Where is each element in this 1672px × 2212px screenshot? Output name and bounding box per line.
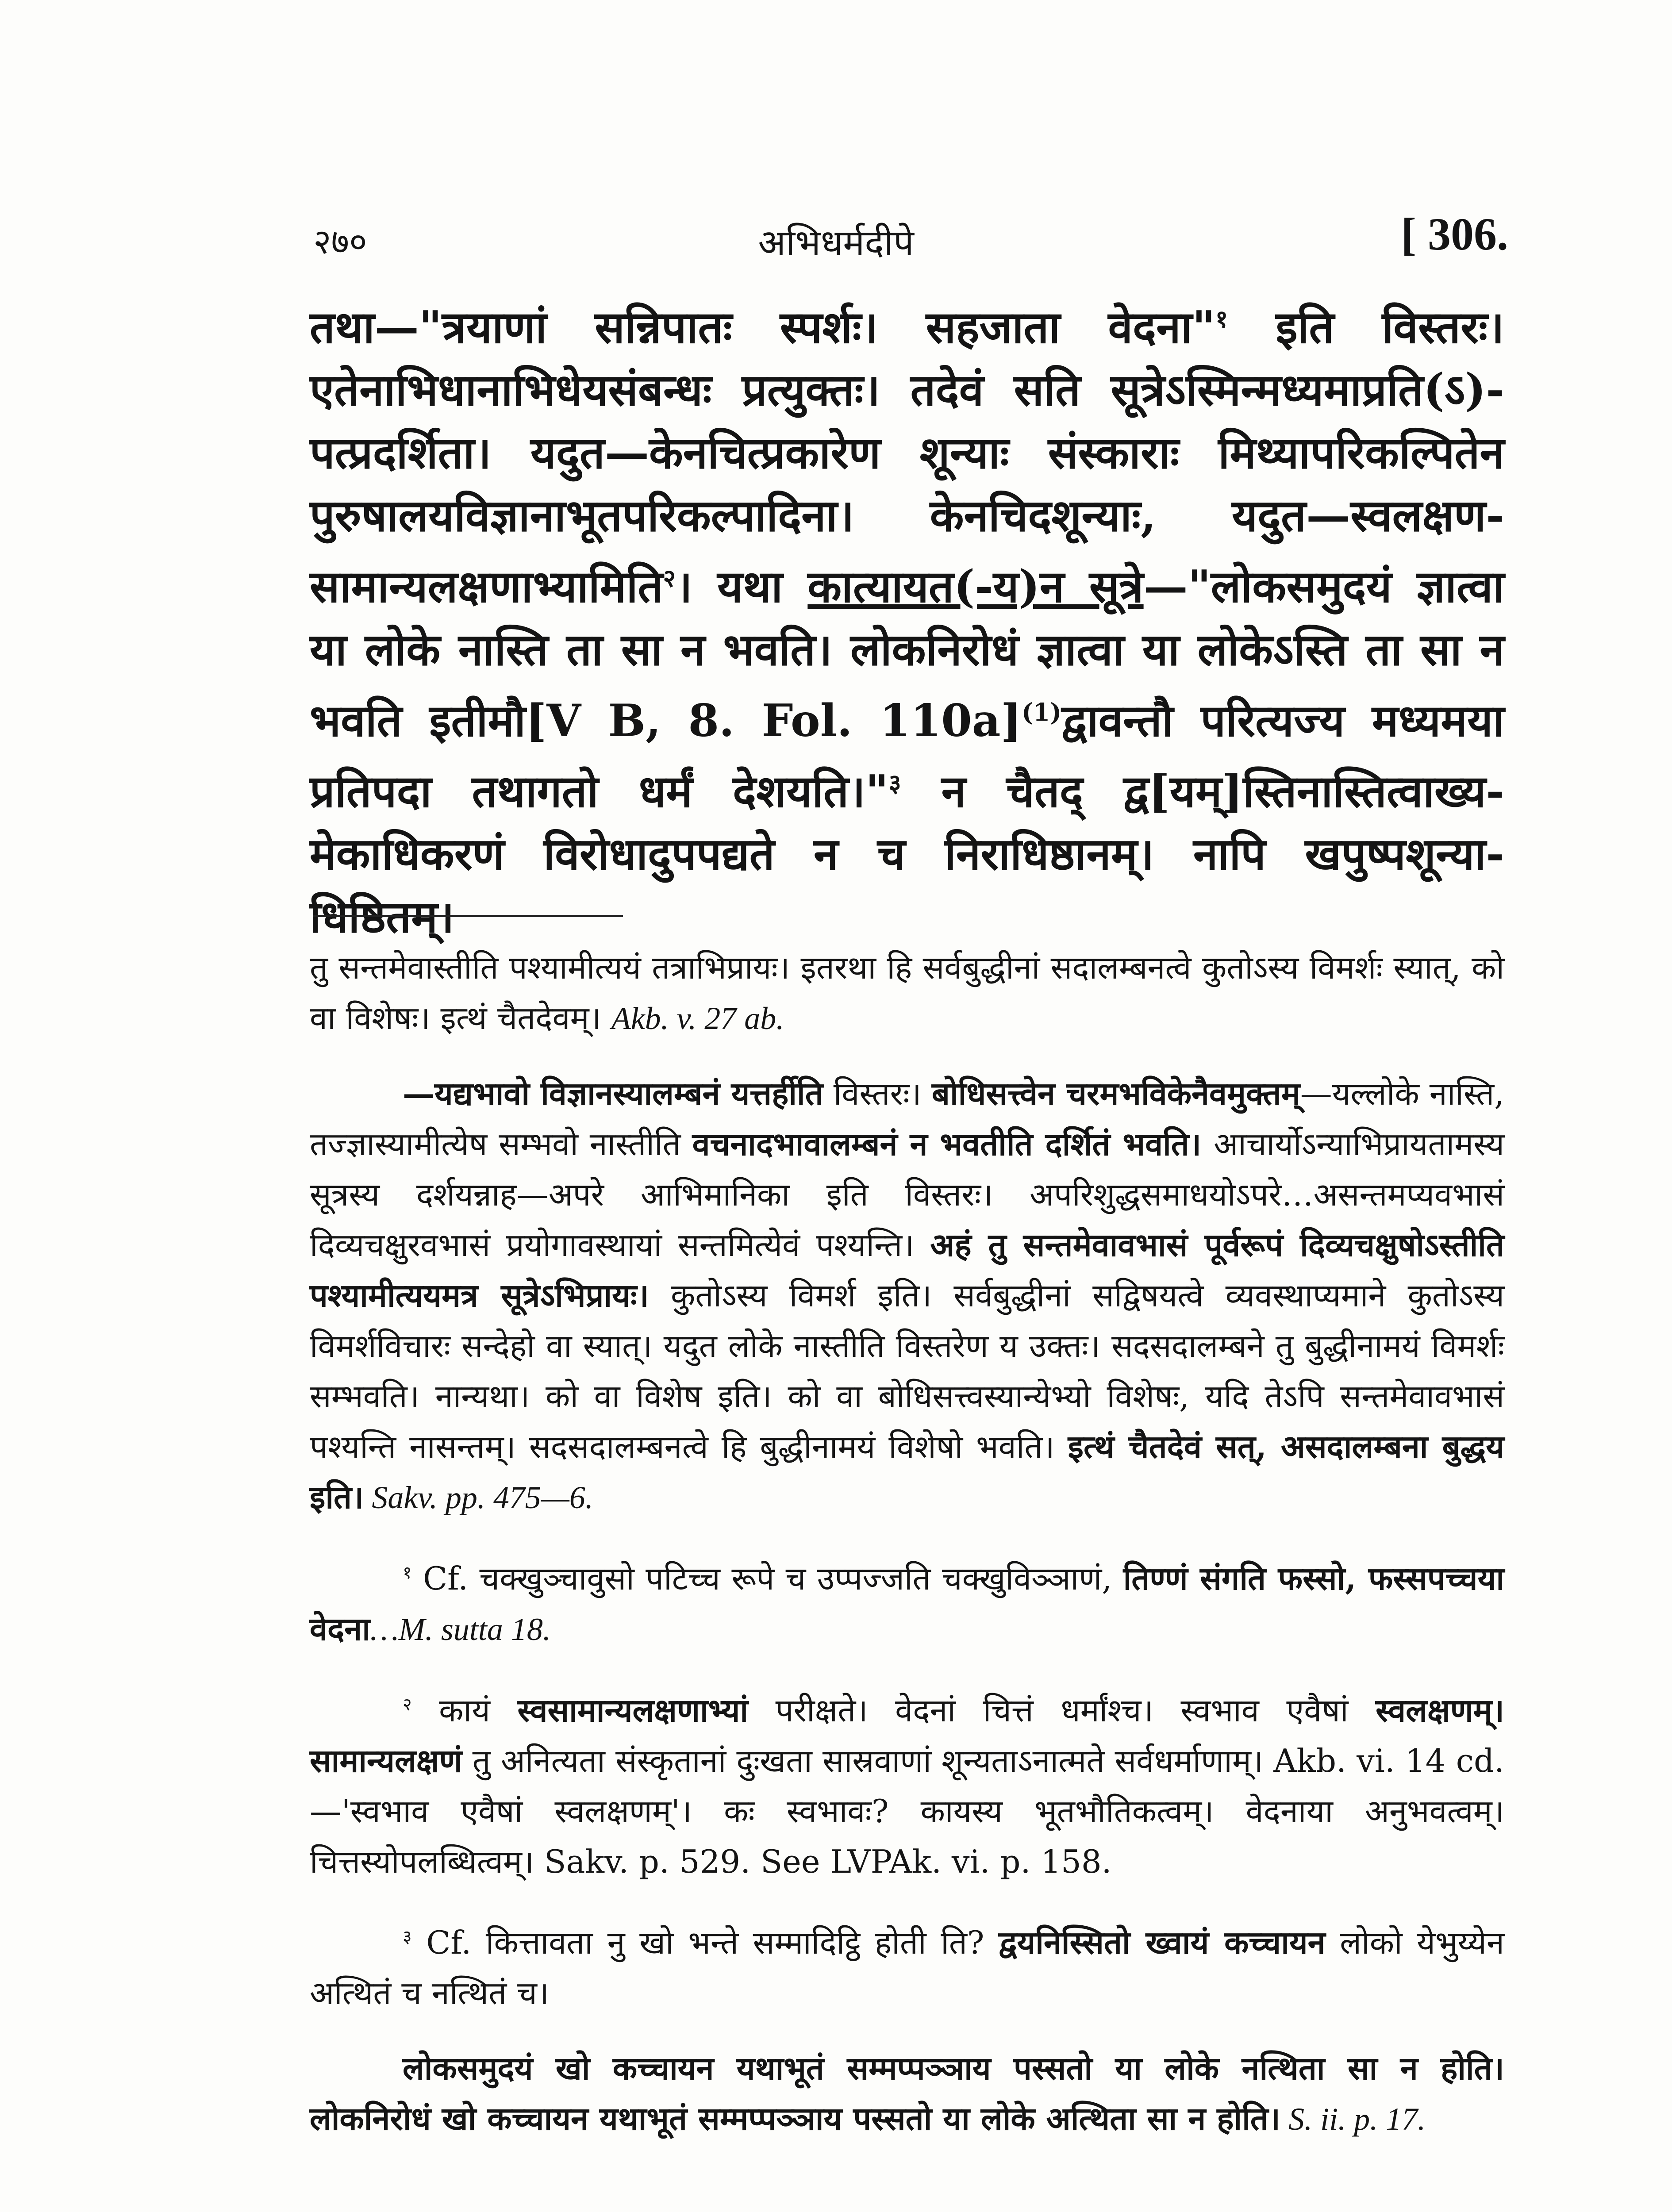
citation: …M. sutta 18. (370, 1612, 551, 1647)
footnote-number: ३ (403, 1927, 412, 1947)
footnote-text: परीक्षते। वेदनां चित्तं धर्मांश्च। स्वभाव एवैषां (748, 1692, 1376, 1729)
karika-reference: [ 306. (1401, 209, 1508, 260)
footnote-text: लोको येभुय्येन अत्थितं च नत्थितं च। (310, 1924, 1504, 2012)
running-title: अभिधर्मदीपे (758, 222, 914, 264)
footnote-text: Cf. कित्तावता नु खो भन्ते सम्मादिट्ठि होती ति? (411, 1924, 999, 1961)
main-text-part: न चैतद् द्व[यम्]स्तिनास्तित्वाख्य-मेकाधिकरणं विरोधादुपपद्यते न च निराधिष्ठानम्। नापि खपुष्पशून्या-धिष्ठितम्। (310, 765, 1504, 943)
footnote-text: तु सन्तमेवास्तीति पश्यामीत्ययं तत्राभिप्रायः। इतरथा हि सर्वबुद्धीनां सदालम्बनत्वे कुतोऽस्य विमर्शः स्यात्, को वा विशेषः। इत्थं चैतदेवम्। (310, 949, 1504, 1037)
footnote-text: आचार्योऽन्याभिप्रायतामस्य सूत्रस्य दर्शयन्नाह—अपरे आभिमानिका इति विस्तरः। अपरिशुद्धसमाधयोऽपरे…असन्तमप्यवभासं दिव्यचक्षुरवभासं प्रयोगावस्थायां सन्तमित्येवं पश्यन्ति। (310, 1125, 1504, 1263)
footnote-text: —यल्लोके नास्ति, तज्ज्ञास्यामीत्येष सम्भवो नास्तीति (310, 1075, 1504, 1163)
bold-phrase: स्वसामान्यलक्षणाभ्यां (517, 1691, 749, 1729)
footnote-text: तु अनित्यता संस्कृतानां दुःखता सास्रवाणां शून्यताऽनात्मते सर्वधर्माणाम्। Akb. vi. 14 cd.—'स्वभाव एवैषां स्वलक्षणम्'। कः स्वभावः? कायस्य भूतभौतिकत्वम्। वेदनाया अनुभवत्वम्। चित्तस्योपलब्धित्वम्। Sakv. p. 529. See LVPAk. vi. p. 158. (310, 1742, 1504, 1880)
main-text-block (310, 288, 1504, 948)
footnote-mark: ३ (888, 768, 901, 797)
main-text-part: —"लोकसमुदयं ज्ञात्वा या लोके नास्ति ता सा न भवति। लोकनिरोधं ज्ञात्वा या लोकेऽस्ति ता सा न भवति इतीमौ[V B, 8. Fol. 110a] (310, 560, 1504, 746)
underlined-sutra-title: कात्यायत(-य)न सूत्रे (807, 560, 1144, 613)
footnote-mark: १ (1215, 304, 1228, 333)
footnote-number: २ (403, 1694, 412, 1715)
footnote-2 (310, 1679, 1504, 1887)
page-number: २७० (313, 222, 367, 262)
page-header (0, 208, 1672, 279)
footnote-divider (313, 915, 623, 917)
bold-phrase: इत्थं चैतदेवं सत्, असदालम्बना बुद्धय इति। (310, 1428, 1504, 1516)
footnote-text: Cf. चक्खुञ्चावुसो पटिच्च रूपे च उप्पज्जति चक्खुविञ्ञाणं, (411, 1560, 1123, 1597)
bold-phrase: —यद्यभावो विज्ञानस्यालम्बनं यत्तर्हीति (403, 1075, 823, 1112)
footnote-text: कुतोऽस्य विमर्श इति। सर्वबुद्धीनां सद्विषयत्वे व्यवस्थाप्यमाने कुतोऽस्य विमर्शविचारः सन्देहो वा स्यात्। यदुत लोके नास्तीति विस्तरेण य उक्तः। सदसदालम्बने तु बुद्धीनामयं विमर्शः सम्भवति। नान्यथा। को वा विशेष इति। को वा बोधिसत्त्वस्यान्येभ्यो विशेषः, यदि तेऽपि सन्तमेवावभासं पश्यन्ति नासन्तम्। सदसदालम्बनत्वे हि बुद्धीनामयं विशेषो भवति। (310, 1277, 1505, 1465)
bold-phrase: तिण्णं संगति फस्सो, फस्सपच्चया वेदना (310, 1559, 1504, 1647)
bold-phrase: वचनादभावालम्बनं न भवतीति दर्शितं भवति। (692, 1125, 1214, 1163)
footnote-continuation (310, 942, 1504, 1044)
footnote-1 (310, 1548, 1504, 1655)
bold-phrase: बोधिसत्त्वेन चरमभविकेनैवमुक्तम् (931, 1075, 1300, 1112)
bold-phrase: द्वयनिस्सितो ख्वायं कच्चायन (999, 1924, 1326, 1961)
manuscript-note-mark: (1) (1021, 697, 1062, 726)
bold-phrase: स्वलक्षणम्। सामान्यलक्षणं (310, 1691, 1504, 1779)
main-text-part: तथा—"त्रयाणां सन्निपातः स्पर्शः। सहजाता वेदना" (310, 301, 1215, 353)
main-text-part: । यथा (676, 560, 808, 613)
footnote-3-continuation (310, 2043, 1504, 2144)
main-text-part: इति विस्तरः। एतेनाभिधानाभिधेयसंबन्धः प्रत्युक्तः। तदेवं सति सूत्रेऽस्मिन्मध्यमाप्रति(ऽ)-पत्प्रदर्शिता। यदुत—केनचित्प्रकारेण शून्याः संस्काराः मिथ्यापरिकल्पितेन पुरुषालयविज्ञानाभूतपरिकल्पादिना। केनचिदशून्याः, यदुत—स्वलक्षण-सामान्यलक्षणाभ्यामिति (310, 301, 1505, 613)
bold-phrase: लोकसमुदयं खो कच्चायन यथाभूतं सम्मप्पञ्ञाय पस्सतो या लोके नत्थिता सा न होति। लोकनिरोधं खो कच्चायन यथाभूतं सम्मप्पञ्ञाय पस्सतो या लोके अत्थिता सा न होति। (310, 2049, 1504, 2137)
citation: Akb. v. 27 ab. (611, 1001, 784, 1036)
main-text-part: द्वावन्तौ परित्यज्य मध्यमया प्रतिपदा तथागतो धर्मं देशयति।" (310, 694, 1504, 818)
footnote-text: विस्तरः। (823, 1075, 932, 1112)
footnote-number: १ (403, 1563, 412, 1583)
bold-phrase: अहं तु सन्तमेवावभासं पूर्वरूपं दिव्यचक्षुषोऽस्तीति पश्यामीत्ययमत्र सूत्रेऽभिप्रायः। (310, 1226, 1504, 1314)
citation: S. ii. p. 17. (1280, 2101, 1426, 2137)
footnote-3 (310, 1912, 1504, 2018)
footnote-text: कायं (411, 1692, 518, 1729)
main-paragraph (310, 288, 1504, 948)
footnotes-block (310, 942, 1504, 2169)
footnote-mark: २ (663, 564, 676, 593)
citation: Sakv. pp. 475—6. (364, 1480, 593, 1515)
commentary-paragraph (310, 1068, 1504, 1523)
